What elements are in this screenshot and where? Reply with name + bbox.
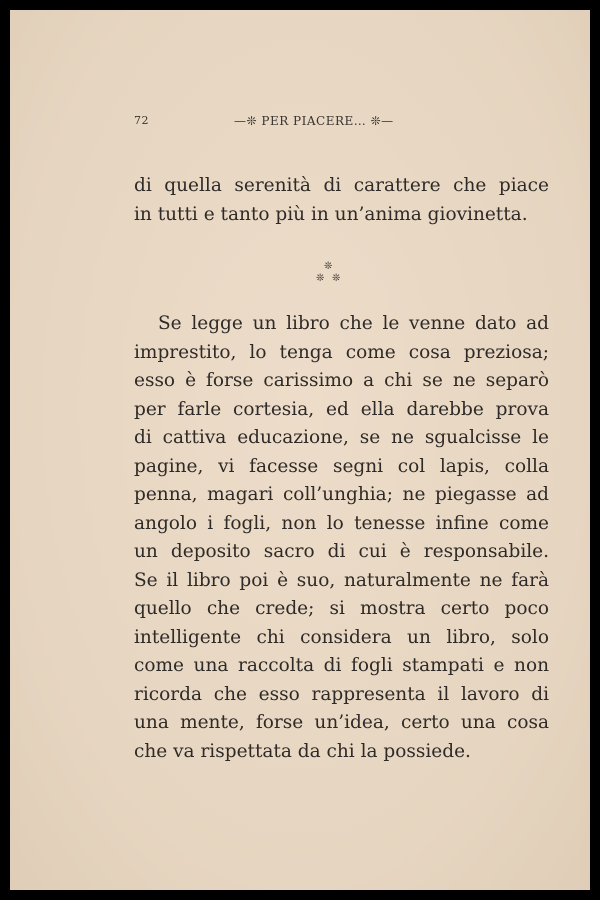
text-line: angolo i fogli, non lo tenesse infine come bbox=[134, 512, 549, 534]
text-line: una mente, forse un’idea, certo una cosa bbox=[134, 712, 549, 733]
text-line: quello che crede; si mostra certo poco bbox=[134, 598, 549, 619]
running-head bbox=[134, 114, 444, 134]
text-line: in tutti e tanto più in un’anima giovinetta. bbox=[134, 203, 528, 225]
asterism-star-icon: ❊ bbox=[316, 273, 325, 284]
text-line: pagine, vi facesse segni col lapis, colla bbox=[134, 455, 549, 477]
asterism-star-icon: ❊ bbox=[332, 273, 341, 284]
text-line: penna, magari coll’unghia; ne piegasse ad bbox=[134, 484, 549, 505]
asterism-ornament bbox=[310, 262, 350, 290]
text-line: intelligente chi considera un libro, solo bbox=[134, 626, 549, 648]
paragraph-continued bbox=[134, 172, 549, 229]
text-line: esso è forse carissimo a chi se ne separò bbox=[134, 370, 549, 391]
text-line: come una raccolta di fogli stampati e non bbox=[134, 655, 549, 676]
text-line: un deposito sacro di cui è responsabile. bbox=[134, 541, 549, 562]
text-line: Se legge un libro che le venne dato ad bbox=[158, 313, 549, 334]
text-line: per farle cortesia, ed ella darebbe prova bbox=[134, 398, 549, 420]
running-title: —❊ PER PIACERE… ❊— bbox=[234, 114, 394, 128]
text-line: di cattiva educazione, se ne sgualcisse le bbox=[134, 427, 549, 448]
text-line: ricorda che esso rappresenta il lavoro di bbox=[134, 683, 549, 705]
page-number: 72 bbox=[134, 114, 149, 127]
text-line: Se il libro poi è suo, naturalmente ne farà bbox=[134, 569, 549, 591]
asterism-star-icon: ❊ bbox=[324, 261, 333, 272]
text-line: che va rispettata da chi la possiede. bbox=[134, 740, 471, 762]
text-line: di quella serenità di carattere che piace bbox=[134, 175, 549, 196]
book-page bbox=[10, 10, 590, 890]
text-line: imprestito, lo tenga come cosa preziosa; bbox=[134, 341, 549, 363]
paragraph-main bbox=[134, 310, 549, 766]
